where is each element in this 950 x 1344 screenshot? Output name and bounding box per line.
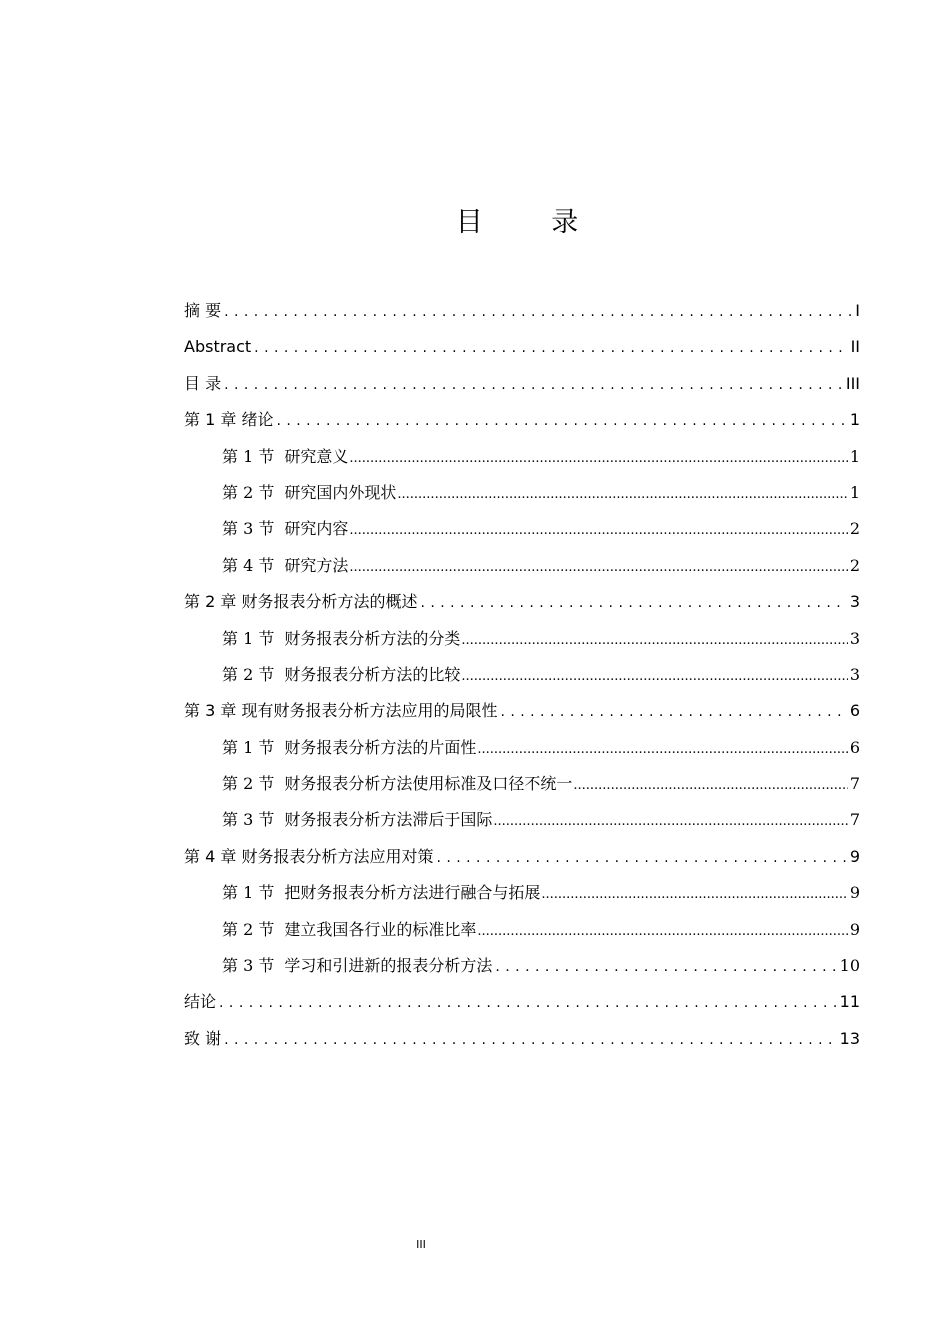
dot-leader [495, 949, 836, 985]
dot-leader [219, 985, 837, 1021]
toc-entry-page: 13 [839, 1028, 860, 1048]
toc-section-number: 第 3 节 [222, 956, 275, 976]
dot-leader [224, 294, 852, 330]
toc-entry-section-1-4[interactable] [184, 548, 860, 584]
toc-entry-section-2-1[interactable] [184, 621, 860, 657]
toc-entry-label: 财务报表分析方法的分类 [284, 628, 461, 648]
toc-entry-label: 财务报表分析方法使用标准及口径不统一 [284, 774, 573, 794]
dot-leader [573, 767, 847, 804]
toc-entry-page: 3 [849, 664, 860, 684]
toc-entry-section-3-3[interactable] [184, 802, 860, 838]
toc-entry-section-3-2[interactable] [184, 766, 860, 802]
toc-entry-label: Abstract [184, 337, 252, 357]
toc-entry-page: 2 [849, 555, 860, 575]
toc-entry-abstract-en[interactable] [184, 329, 860, 365]
toc-entry-page: 6 [849, 737, 860, 757]
dot-leader [493, 803, 847, 840]
toc-entry-page: 9 [849, 883, 860, 903]
dot-leader [500, 694, 846, 730]
toc-entry-page: 10 [839, 956, 860, 976]
toc-entry-section-1-1[interactable] [184, 439, 860, 475]
toc-entry-section-4-1[interactable] [184, 875, 860, 911]
toc-entry-page: 6 [849, 701, 860, 721]
toc-entry-label: 学习和引进新的报表分析方法 [284, 956, 493, 976]
dot-leader [349, 512, 847, 549]
toc-entry-label: 研究内容 [284, 519, 349, 539]
table-of-contents [184, 293, 860, 1057]
toc-entry-chapter-4[interactable] [184, 839, 860, 875]
toc-entry-chapter-1[interactable] [184, 402, 860, 438]
toc-entry-page: 3 [849, 592, 860, 612]
toc-entry-label: 第 3 章 现有财务报表分析方法应用的局限性 [184, 701, 498, 721]
toc-section-number: 第 2 节 [222, 664, 275, 684]
toc-entry-label: 财务报表分析方法滞后于国际 [284, 810, 493, 830]
dot-leader [276, 403, 846, 439]
dot-leader [477, 731, 847, 768]
toc-entry-section-4-3[interactable] [184, 948, 860, 984]
toc-entry-conclusion[interactable] [184, 984, 860, 1020]
dot-leader [541, 876, 847, 913]
toc-section-number: 第 2 节 [222, 919, 275, 939]
dot-leader [397, 476, 847, 513]
toc-entry-contents[interactable] [184, 366, 860, 402]
toc-entry-page: 7 [849, 810, 860, 830]
toc-entry-section-1-3[interactable] [184, 511, 860, 547]
toc-entry-page: II [850, 337, 860, 357]
page-footer-number: III [416, 1238, 426, 1251]
toc-entry-page: 3 [849, 628, 860, 648]
toc-entry-label: 目 录 [184, 373, 222, 393]
toc-entry-section-4-2[interactable] [184, 912, 860, 948]
toc-entry-label: 建立我国各行业的标准比率 [284, 919, 477, 939]
dot-leader [349, 440, 847, 477]
toc-section-number: 第 1 节 [222, 737, 275, 757]
toc-section-number: 第 2 节 [222, 774, 275, 794]
toc-entry-label: 第 2 章 财务报表分析方法的概述 [184, 592, 418, 612]
toc-entry-section-1-2[interactable] [184, 475, 860, 511]
toc-entry-label: 把财务报表分析方法进行融合与拓展 [284, 883, 541, 903]
dot-leader [254, 330, 847, 366]
toc-entry-label: 财务报表分析方法的片面性 [284, 737, 477, 757]
toc-section-number: 第 3 节 [222, 519, 275, 539]
toc-entry-page: I [855, 301, 860, 320]
toc-entry-page: 9 [849, 846, 860, 866]
toc-section-number: 第 1 节 [222, 446, 275, 466]
toc-title: 目 录 [455, 207, 609, 238]
toc-entry-page: 1 [849, 446, 860, 466]
toc-entry-label: 研究方法 [284, 555, 349, 575]
toc-entry-page: 1 [849, 410, 860, 430]
dot-leader [436, 840, 846, 876]
dot-leader [461, 658, 847, 695]
toc-section-number: 第 2 节 [222, 482, 275, 502]
toc-entry-label: 第 4 章 财务报表分析方法应用对策 [184, 846, 434, 866]
toc-entry-label: 致 谢 [184, 1028, 222, 1048]
dot-leader [224, 1022, 837, 1058]
toc-entry-page: III [845, 373, 860, 393]
toc-section-number: 第 1 节 [222, 883, 275, 903]
toc-entry-page: 2 [849, 519, 860, 539]
toc-entry-abstract-cn[interactable] [184, 293, 860, 329]
toc-section-number: 第 3 节 [222, 810, 275, 830]
toc-entry-section-3-1[interactable] [184, 730, 860, 766]
dot-leader [349, 549, 847, 586]
toc-entry-page: 11 [839, 992, 860, 1012]
toc-section-number: 第 1 节 [222, 628, 275, 648]
dot-leader [461, 622, 847, 659]
dot-leader [477, 913, 847, 950]
toc-entry-label: 研究意义 [284, 446, 349, 466]
toc-entry-page: 1 [849, 482, 860, 502]
dot-leader [420, 585, 846, 621]
toc-entry-label: 研究国内外现状 [284, 482, 397, 502]
toc-entry-page: 7 [849, 774, 860, 794]
toc-entry-acknowledgements[interactable] [184, 1021, 860, 1057]
toc-entry-label: 摘 要 [184, 301, 222, 320]
toc-entry-page: 9 [849, 919, 860, 939]
dot-leader [224, 367, 843, 403]
toc-entry-label: 结论 [184, 992, 217, 1012]
toc-entry-section-2-2[interactable] [184, 657, 860, 693]
toc-entry-label: 财务报表分析方法的比较 [284, 664, 461, 684]
toc-entry-label: 第 1 章 绪论 [184, 410, 274, 430]
toc-section-number: 第 4 节 [222, 555, 275, 575]
toc-entry-chapter-3[interactable] [184, 693, 860, 729]
toc-entry-chapter-2[interactable] [184, 584, 860, 620]
